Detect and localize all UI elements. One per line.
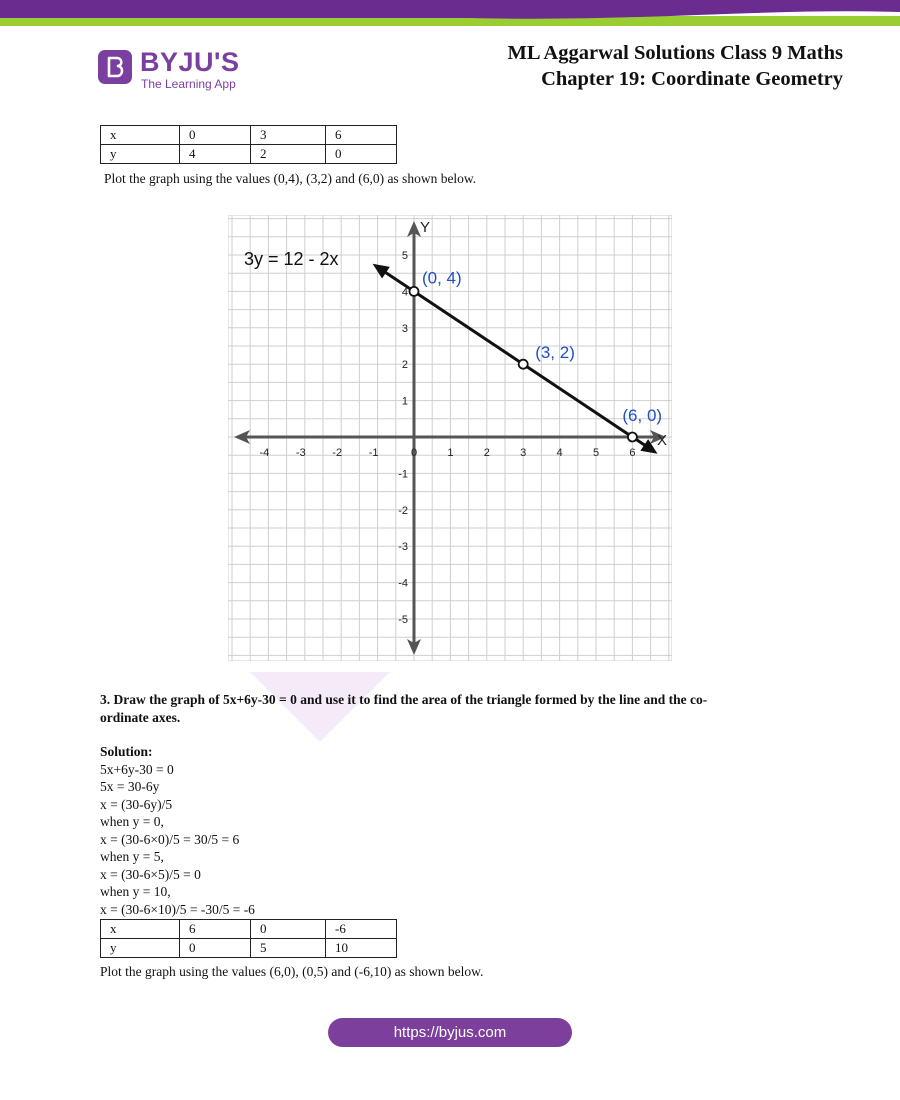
solution-block: [100, 743, 255, 918]
solution-line: 5x+6y-30 = 0: [100, 761, 174, 777]
solution-line: x = (30-6×0)/5 = 30/5 = 6: [100, 831, 240, 847]
table-cell: x: [101, 126, 180, 145]
footer-url-link[interactable]: https://byjus.com: [328, 1018, 572, 1047]
document-title: [508, 40, 843, 92]
plotted-point: [410, 287, 419, 296]
y-tick-label: 4: [401, 286, 408, 299]
x-tick-label: -3: [295, 447, 306, 459]
table-cell: 0: [180, 939, 251, 958]
document-title-line-1: ML Aggarwal Solutions Class 9 Maths: [507, 42, 843, 64]
byjus-logo: [98, 47, 258, 93]
x-tick-label: 3: [520, 447, 527, 459]
y-tick-label: -2: [398, 504, 408, 517]
question-text: . Draw the graph of 5x+6y-30 = 0 and use it to find the area of the triangle formed by the line and the co-: [106, 692, 708, 707]
solution-line: x = (30-6y)/5: [100, 796, 173, 812]
table-cell: 5: [251, 939, 326, 958]
plot-instruction-1: Plot the graph using the values (0,4), (3,2) and (6,0) as shown below.: [104, 171, 477, 186]
values-table-1: [100, 125, 397, 164]
solution-line: when y = 10,: [100, 884, 171, 899]
question-3: [100, 691, 707, 726]
question-number: 3: [100, 692, 107, 707]
solution-line: when y = 0,: [100, 814, 164, 829]
top-banner: [0, 0, 900, 28]
x-tick-label: 0: [410, 447, 418, 459]
x-tick-label: -1: [368, 447, 379, 459]
table-cell: 3: [251, 126, 326, 145]
x-tick-label: -2: [332, 447, 343, 459]
x-axis-label: X: [656, 432, 667, 449]
table-cell: 10: [326, 939, 397, 958]
point-label: (6, 0): [622, 406, 663, 425]
line-equation-label: 3y = 12 - 2x: [244, 249, 339, 269]
logo-tagline: The Learning App: [141, 77, 236, 91]
table-cell: 6: [180, 920, 251, 939]
logo-b-icon: [98, 50, 132, 84]
table-cell: 0: [180, 126, 251, 145]
table-row: [101, 126, 397, 145]
y-tick-label: 1: [401, 395, 408, 408]
plotted-point: [519, 360, 528, 369]
point-label: (3, 2): [535, 343, 575, 363]
y-axis-label: Y: [420, 219, 431, 236]
x-tick-label: -4: [259, 447, 270, 459]
table-cell: 2: [251, 145, 326, 164]
table-row: [101, 939, 397, 958]
y-tick-label: 5: [401, 250, 408, 262]
table-cell: y: [101, 939, 180, 958]
x-tick-label: 1: [447, 447, 454, 459]
question-3-line-1: [100, 691, 707, 709]
x-tick-label: 4: [556, 447, 563, 459]
plotted-point: [628, 433, 637, 442]
coordinate-graph: [228, 215, 672, 661]
point-label: (0, 4): [422, 268, 462, 288]
y-tick-label: 3: [401, 322, 408, 335]
x-tick-label: 5: [592, 447, 600, 459]
table-cell: 4: [180, 145, 251, 164]
solution-heading: Solution:: [100, 744, 153, 759]
x-tick-label: 6: [629, 447, 636, 459]
solution-line: x = (30-6×5)/5 = 0: [100, 866, 201, 882]
question-3-line-2: ordinate axes.: [100, 709, 181, 725]
y-tick-label: -3: [398, 541, 408, 554]
solution-line: when y = 5,: [100, 849, 164, 864]
table-row: [101, 145, 397, 164]
table-cell: x: [101, 920, 180, 939]
table-row: [101, 920, 397, 939]
table-cell: y: [101, 145, 180, 164]
table-cell: 0: [326, 145, 397, 164]
solution-line: x = (30-6×10)/5 = -30/5 = -6: [100, 901, 255, 917]
table-cell: -6: [326, 920, 397, 939]
table-cell: 0: [251, 920, 326, 939]
x-tick-label: 2: [483, 447, 490, 459]
y-tick-label: -1: [398, 468, 408, 481]
values-table-2: [100, 919, 397, 958]
y-tick-label: 2: [401, 359, 408, 372]
logo-wordmark: BYJU'S: [140, 47, 240, 77]
table-cell: 6: [326, 126, 397, 145]
y-tick-label: -4: [398, 577, 408, 590]
plot-instruction-2: Plot the graph using the values (6,0), (0,5) and (-6,10) as shown below.: [100, 964, 484, 979]
y-tick-label: -5: [398, 614, 408, 626]
solution-line: 5x = 30-6y: [100, 779, 160, 794]
document-title-line-2: Chapter 19: Coordinate Geometry: [541, 68, 843, 90]
